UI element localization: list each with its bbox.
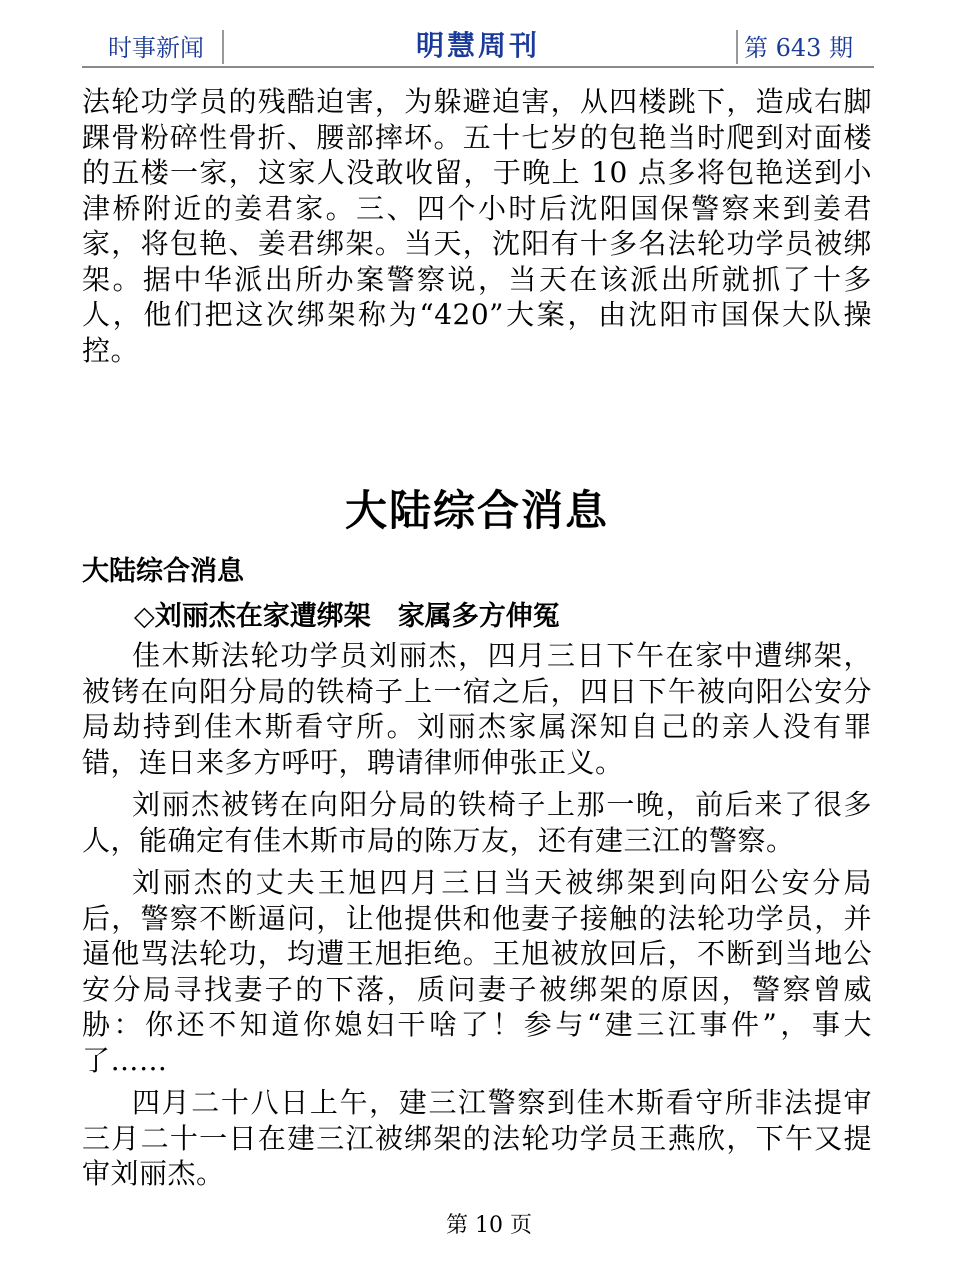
article-paragraph: 刘丽杰的丈夫王旭四月三日当天被绑架到向阳公安分局后，警察不断逼问，让他提供和他妻子接触的法轮功学员，并逼他骂法轮功，均遭王旭拒绝。王旭被放回后，不断到当地公安分局寻找妻子的下落，质问妻子被绑架的原因，警察曾威胁：你还不知道你媳妇干啥了！参与“建三江事件”，事大了…… bbox=[82, 866, 872, 1077]
publication-title: 明慧周刊 bbox=[415, 29, 540, 62]
section-category-label: 时事新闻 bbox=[108, 34, 204, 62]
article-paragraph: 刘丽杰被铐在向阳分局的铁椅子上那一晚，前后来了很多人，能确定有佳木斯市局的陈万友，还有建三江的警察。 bbox=[82, 788, 872, 857]
header-divider-right bbox=[736, 30, 738, 64]
section-big-title: 大陆综合消息 bbox=[344, 486, 609, 535]
intro-paragraph: 法轮功学员的残酷迫害，为躲避迫害，从四楼跳下，造成右脚踝骨粉碎性骨折、腰部摔坏。五十七岁的包艳当时爬到对面楼的五楼一家，这家人没敢收留，于晚上 10 点多将包艳送到小津桥附近的姜君家。三、四个小时后沈阳国保警察来到姜君家，将包艳、姜君绑架。当天，沈阳有十多名法轮功学员被绑架。据中华派出所办案警察说，当天在该派出所就抓了十多人，他们把这次绑架称为“420”大案，由沈阳市国保大队操控。 bbox=[82, 85, 872, 367]
article-title: ◇刘丽杰在家遭绑架 家属多方伸冤 bbox=[134, 601, 560, 632]
article-paragraph: 佳木斯法轮功学员刘丽杰，四月三日下午在家中遭绑架，被铐在向阳分局的铁椅子上一宿之后，四日下午被向阳公安分局劫持到佳木斯看守所。刘丽杰家属深知自己的亲人没有罪错，连日来多方呼吁，聘请律师伸张正义。 bbox=[82, 639, 872, 779]
section-heading: 大陆综合消息 bbox=[82, 556, 244, 587]
intro-section bbox=[82, 84, 872, 368]
article-body bbox=[82, 638, 872, 1199]
page-number: 第 10 页 bbox=[446, 1213, 532, 1238]
article-paragraph: 四月二十八日上午，建三江警察到佳木斯看守所非法提审三月二十一日在建三江被绑架的法轮功学员王燕欣，下午又提审刘丽杰。 bbox=[82, 1086, 872, 1190]
issue-number: 第 643 期 bbox=[744, 34, 854, 62]
page-header bbox=[82, 22, 874, 68]
